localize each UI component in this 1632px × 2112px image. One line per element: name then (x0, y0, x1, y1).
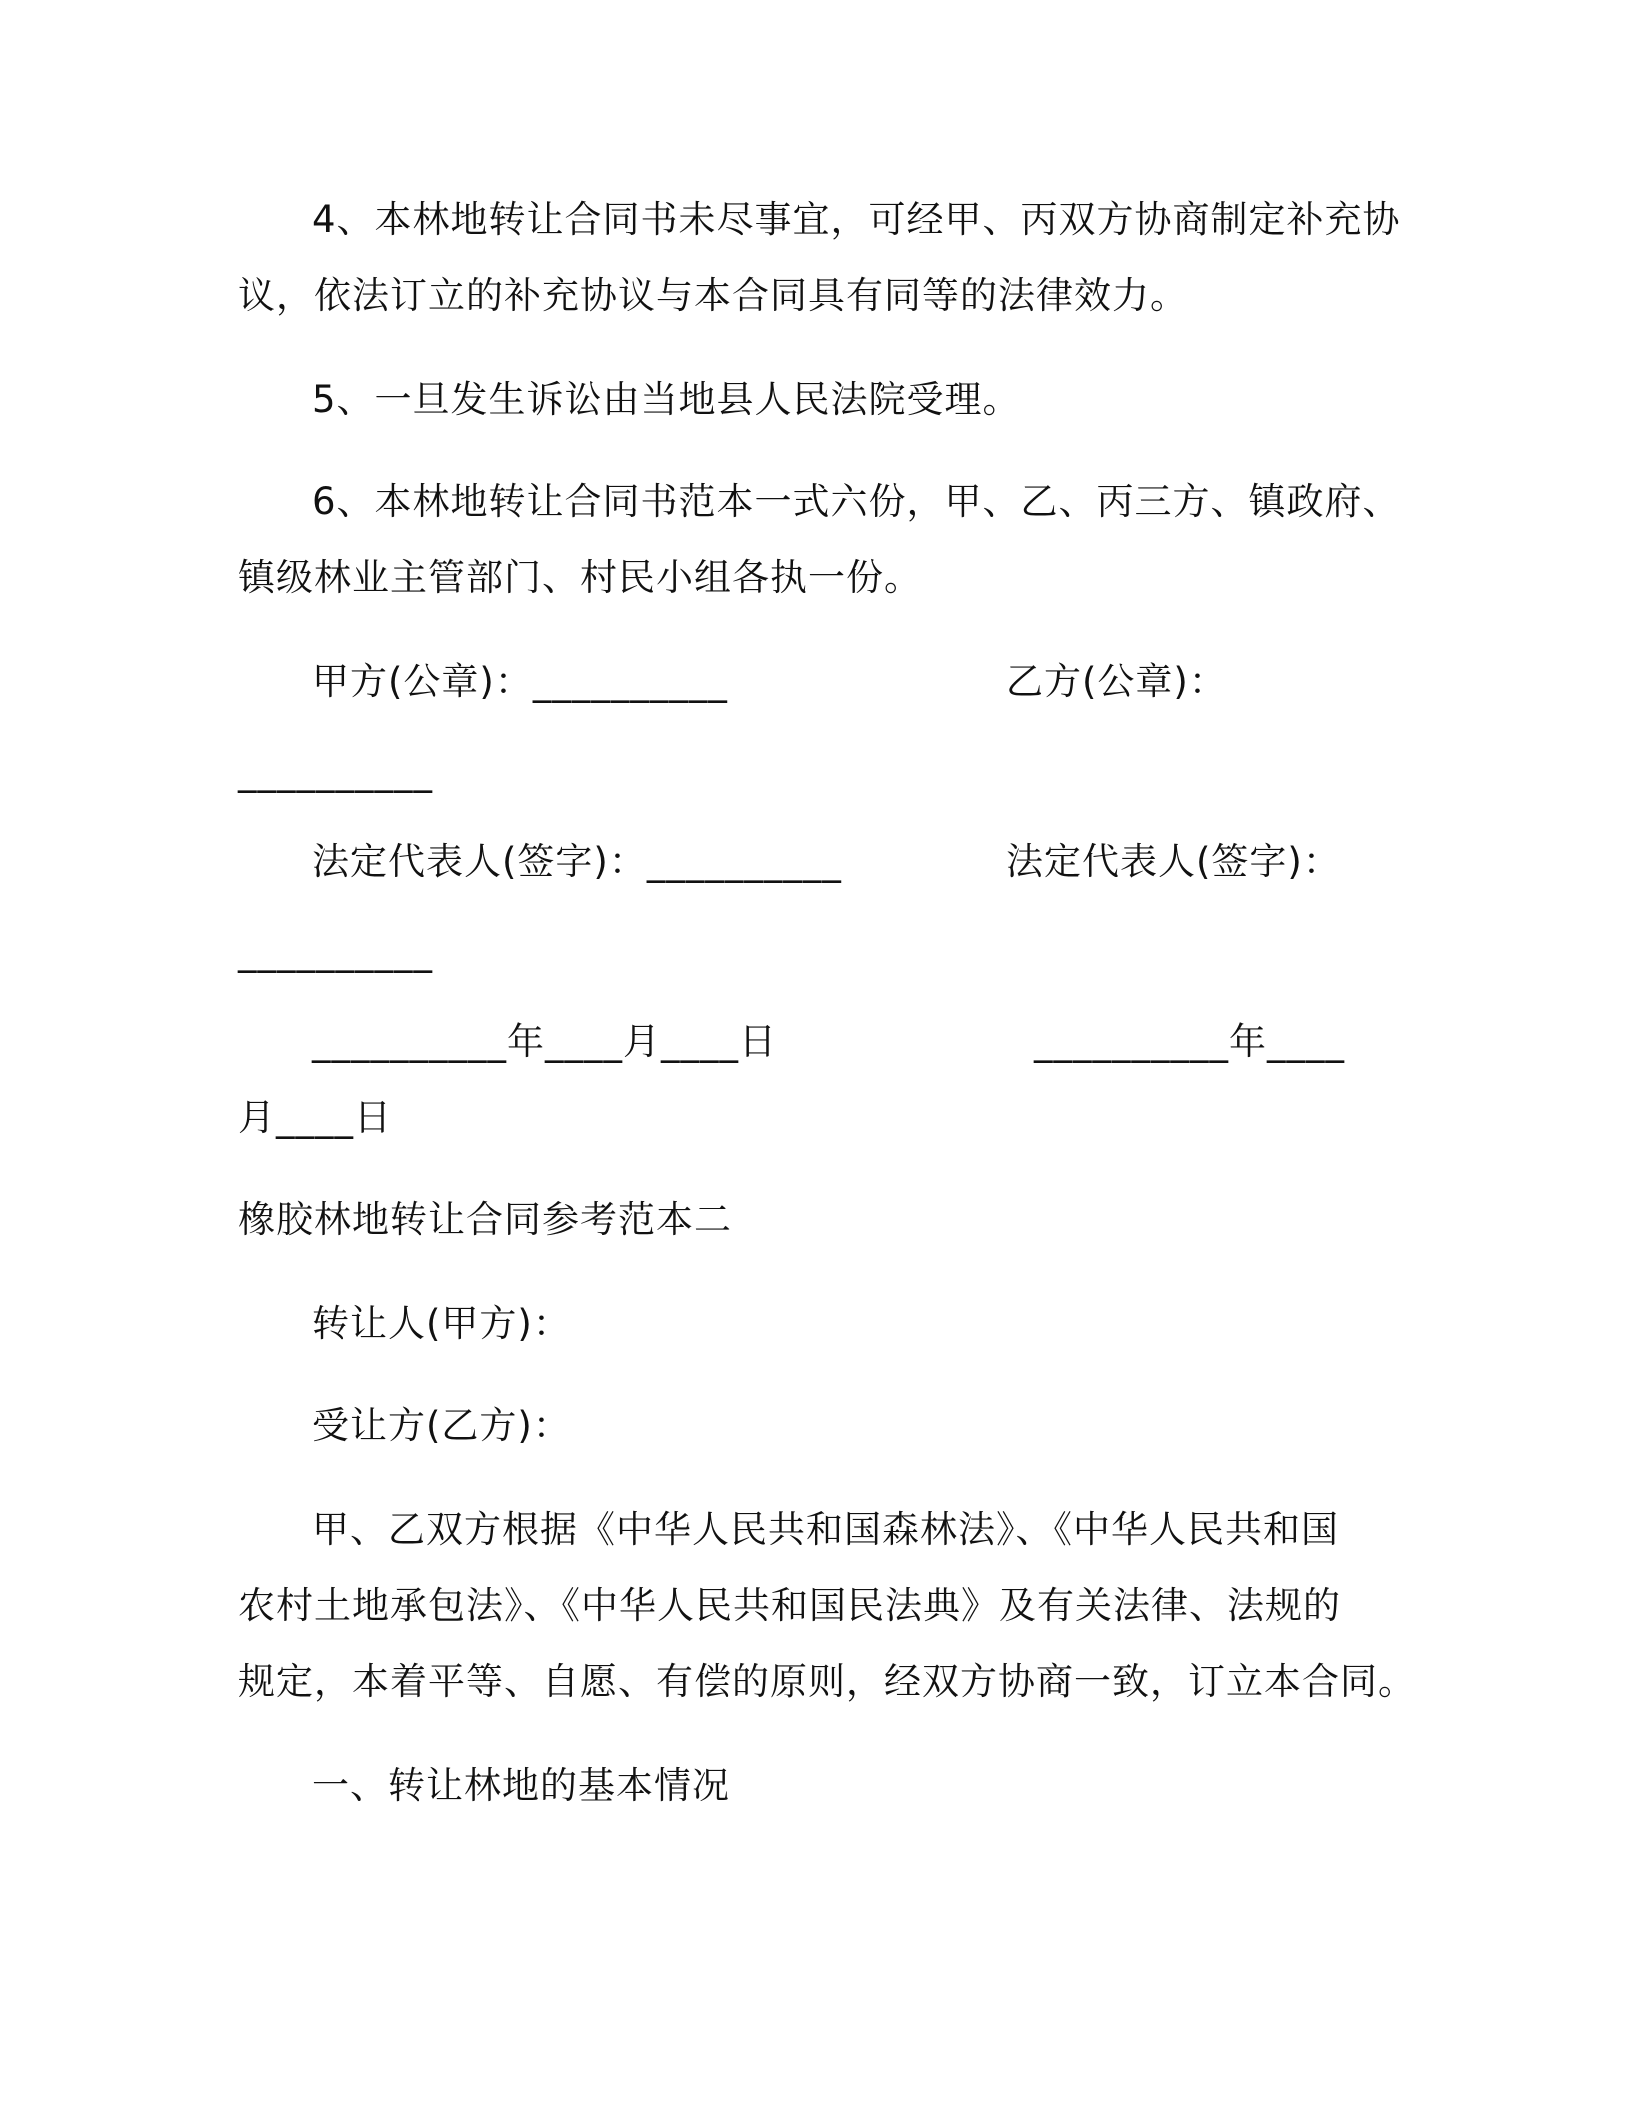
date-b-continuation: 月____日 (238, 1096, 392, 1139)
preamble-line-3: 规定，本着平等、自愿、有偿的原则，经双方协商一致，订立本合同。 (238, 1660, 1416, 1703)
clause-4-line-1: 4、本林地转让合同书未尽事宜，可经甲、丙双方协商制定补充协 (312, 198, 1401, 241)
date-a-field: __________年____月____日 (312, 1020, 777, 1063)
date-b-field: __________年____ (1034, 1020, 1345, 1063)
transferor-field: 转让人(甲方)： (312, 1302, 571, 1345)
clause-6-line-2: 镇级林业主管部门、村民小组各执一份。 (238, 556, 922, 599)
legal-rep-b-blank: __________ (238, 930, 433, 973)
clause-5: 5、一旦发生诉讼由当地县人民法院受理。 (312, 378, 1021, 421)
party-b-seal-blank: __________ (238, 750, 433, 793)
clause-6-line-1: 6、本林地转让合同书范本一式六份，甲、乙、丙三方、镇政府、 (312, 480, 1401, 523)
party-a-seal-field: 甲方(公章)：__________ (312, 660, 728, 703)
legal-rep-b-field: 法定代表人(签字)： (1006, 840, 1341, 883)
party-b-seal-field: 乙方(公章)： (1006, 660, 1227, 703)
transferee-field: 受让方(乙方)： (312, 1404, 571, 1447)
preamble-line-1: 甲、乙双方根据《中华人民共和国森林法》、《中华人民共和国 (312, 1508, 1339, 1551)
section-1-heading: 一、转让林地的基本情况 (312, 1764, 730, 1807)
section-title: 橡胶林地转让合同参考范本二 (238, 1198, 732, 1241)
legal-rep-a-field: 法定代表人(签字)：__________ (312, 840, 842, 883)
preamble-line-2: 农村土地承包法》、《中华人民共和国民法典》及有关法律、法规的 (238, 1584, 1341, 1627)
clause-4-line-2: 议，依法订立的补充协议与本合同具有同等的法律效力。 (238, 274, 1188, 317)
